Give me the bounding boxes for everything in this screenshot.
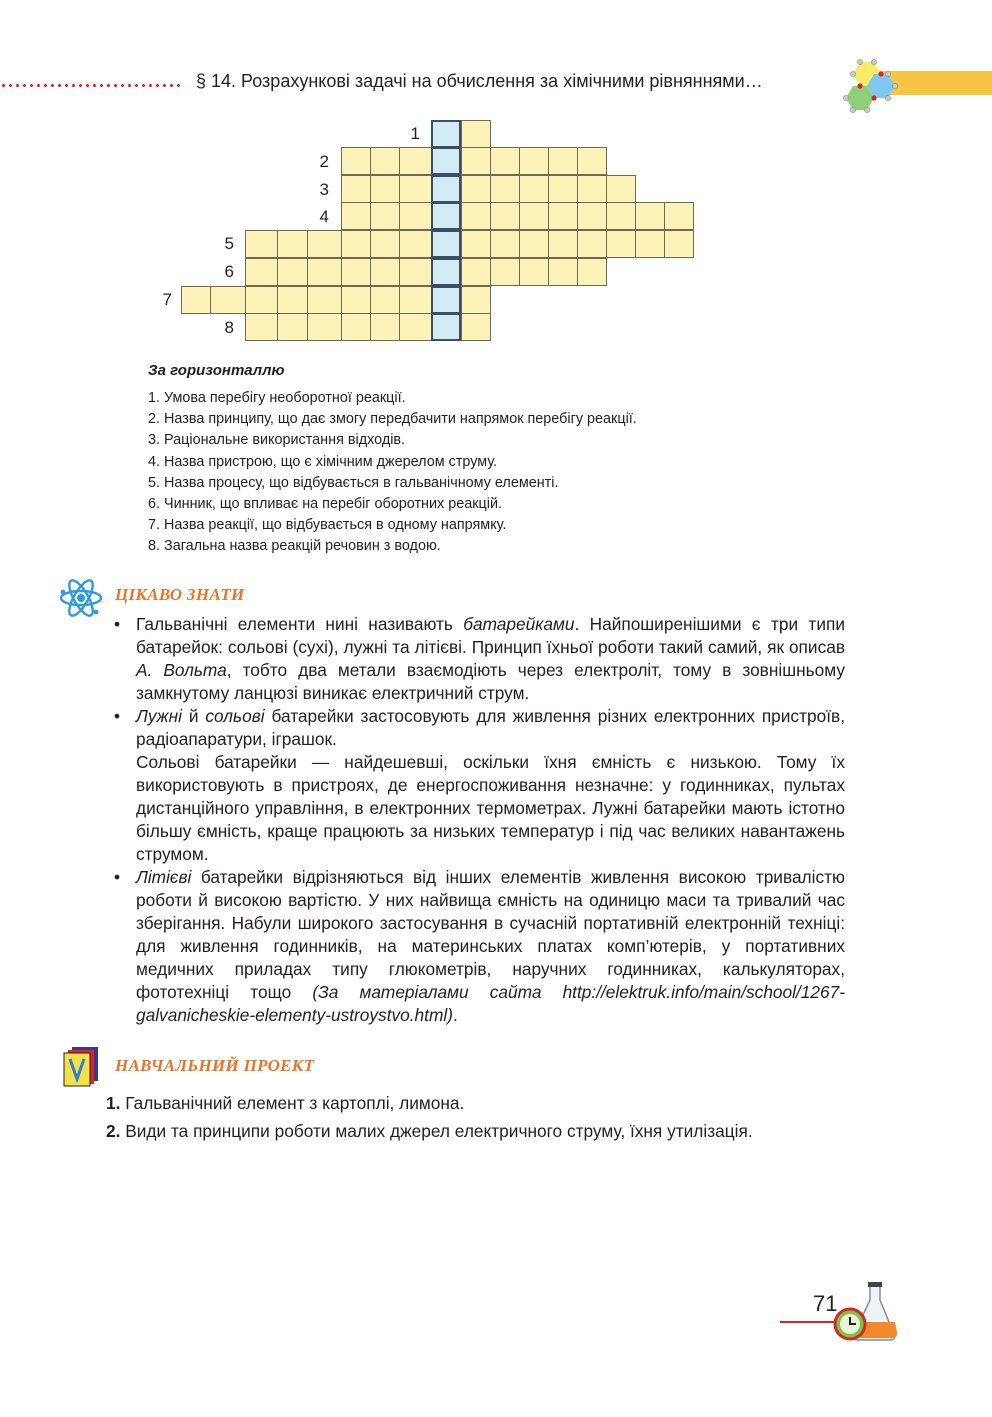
crossword-cell[interactable] [370, 313, 400, 341]
crossword-cell[interactable] [341, 258, 371, 286]
crossword-cell[interactable] [635, 202, 665, 230]
books-icon [62, 1045, 102, 1087]
crossword-cell[interactable] [490, 175, 520, 203]
crossword-cell[interactable] [370, 202, 400, 230]
crossword-cell[interactable] [181, 286, 211, 314]
clue-item: 1. Умова перебігу необоротної реакції. [148, 390, 406, 406]
crossword-key-cell[interactable] [431, 313, 462, 341]
crossword-cell[interactable] [399, 286, 432, 314]
crossword-cell[interactable] [548, 147, 578, 175]
project-text: Види та принципи роботи малих джерел електричного струму, їхня утилізація. [120, 1121, 753, 1141]
crossword-cell[interactable] [245, 286, 278, 314]
crossword-cell[interactable] [519, 202, 549, 230]
fact-paragraph: Сольові батарейки — найдешевші, оскільки їхня ємність є низькою. Тому їх використовують в пристроях, де енергоспоживання незначне: у годинниках, пультах дистанційного управління, в електронних термометрах. Лужні батарейки мають істотно більшу ємність, краще працюють за низьких температур і під час великих навантажень струмом. [136, 752, 845, 864]
fact-emphasis: батарейками [463, 614, 575, 634]
crossword-key-cell[interactable] [431, 202, 462, 230]
crossword-cell[interactable] [461, 147, 491, 175]
fact-emphasis: Літієві [136, 867, 192, 887]
crossword-cell[interactable] [341, 230, 371, 258]
crossword-cell[interactable] [519, 175, 549, 203]
crossword-cell[interactable] [577, 175, 607, 203]
crossword-row-number: 8 [224, 318, 234, 337]
crossword-cell[interactable] [307, 258, 342, 286]
crossword-cell[interactable] [664, 230, 694, 258]
crossword-cell[interactable] [277, 286, 308, 314]
crossword-cell[interactable] [577, 147, 607, 175]
fact-emphasis: сольові [205, 706, 265, 726]
crossword-cell[interactable] [341, 175, 371, 203]
molecule-icon [840, 56, 898, 114]
crossword-cell[interactable] [370, 286, 400, 314]
crossword-cell[interactable] [210, 286, 246, 314]
crossword-key-cell[interactable] [431, 258, 462, 286]
crossword-cell[interactable] [370, 175, 400, 203]
clue-item: 4. Назва пристрою, що є хімічним джерелом струму. [148, 453, 498, 470]
project-item [106, 1117, 753, 1145]
crossword-cell[interactable] [399, 230, 432, 258]
clue-item: 2. Назва принципу, що дає змогу передбачити напрямок перебігу реакції. [148, 411, 637, 428]
crossword-cell[interactable] [399, 313, 432, 341]
interesting-facts-title: ЦІКАВО ЗНАТИ [115, 585, 245, 604]
crossword-cell[interactable] [548, 202, 578, 230]
clues-heading: За горизонталлю [148, 362, 285, 379]
crossword-cell[interactable] [606, 230, 636, 258]
crossword-cell[interactable] [606, 202, 636, 230]
fact-item [112, 705, 845, 866]
fact-item [112, 613, 845, 705]
fact-text: . Найпоширенішими є три типи батарейок: сольові (сухі), лужні та літієві. Принцип їхньої роботи такий самий, як описав [136, 614, 845, 657]
clue-item: 7. Назва реакції, що відбувається в одному напрямку. [148, 517, 507, 534]
crossword-cell[interactable] [399, 202, 432, 230]
fact-text: Гальванічні елементи нині називають [136, 614, 464, 634]
crossword-cell[interactable] [245, 258, 278, 286]
crossword-row-number: 7 [162, 290, 172, 309]
chapter-title: § 14. Розрахункові задачі на обчислення за хімічними рівняннями… [196, 71, 763, 91]
crossword-cell[interactable] [307, 230, 342, 258]
crossword-key-cell[interactable] [431, 147, 462, 175]
crossword-cell[interactable] [664, 202, 694, 230]
fact-text: батарейки застосовують для живлення різних електронних пристроїв, радіоапаратури, іграшок. [136, 706, 845, 749]
crossword-cell[interactable] [277, 230, 308, 258]
crossword-cell[interactable] [399, 258, 432, 286]
crossword-cell[interactable] [277, 313, 308, 341]
crossword-cell[interactable] [277, 258, 308, 286]
clue-item: 3. Раціональне використання відходів. [148, 432, 406, 449]
fact-emphasis: А. Вольта [136, 660, 227, 680]
crossword-key-cell[interactable] [431, 286, 462, 314]
crossword-cell[interactable] [577, 258, 607, 286]
header-dots-decoration [0, 84, 180, 87]
crossword-key-cell[interactable] [431, 175, 462, 203]
crossword-cell[interactable] [490, 202, 520, 230]
crossword-cell[interactable] [370, 230, 400, 258]
crossword-cell[interactable] [461, 120, 491, 148]
facts-list [112, 613, 845, 1027]
fact-emphasis: Лужні [136, 706, 182, 726]
crossword-cell[interactable] [399, 147, 432, 175]
crossword-cell[interactable] [245, 313, 278, 341]
crossword-cell[interactable] [519, 230, 549, 258]
project-number: 2. [106, 1121, 121, 1141]
project-title: НАВЧАЛЬНИЙ ПРОЕКТ [115, 1056, 315, 1075]
crossword-cell[interactable] [461, 313, 491, 341]
crossword-cell[interactable] [341, 202, 371, 230]
crossword-cell[interactable] [370, 147, 400, 175]
crossword-row-number: 5 [224, 234, 234, 253]
crossword-cell[interactable] [307, 313, 342, 341]
project-number: 1. [106, 1093, 121, 1113]
page-number: 71 [813, 1291, 838, 1316]
clue-item: 6. Чинник, що впливає на перебіг оборотних реакцій. [148, 496, 503, 513]
crossword-cell[interactable] [307, 286, 342, 314]
crossword-cell[interactable] [606, 175, 636, 203]
crossword-cell[interactable] [635, 230, 665, 258]
crossword-cell[interactable] [548, 258, 578, 286]
crossword-row-number: 4 [319, 207, 329, 226]
crossword-key-cell[interactable] [431, 120, 462, 148]
project-item [106, 1089, 753, 1117]
crossword-cell[interactable] [577, 202, 607, 230]
fact-text: , тобто два метали взаємодіють через електроліт, тому в зовнішньому замкнутому ланцюзі виникає електричний струм. [136, 660, 845, 703]
crossword-key-cell[interactable] [431, 230, 462, 258]
crossword-cell[interactable] [341, 147, 371, 175]
crossword-cell[interactable] [519, 147, 549, 175]
project-list [106, 1089, 753, 1145]
fact-source: (За матеріалами сайта http://elektruk.info/main/school/1267-galvanicheskie-elementy-ustroystvo.html) [136, 982, 845, 1025]
crossword-row-number: 6 [224, 262, 234, 281]
crossword-cell[interactable] [519, 258, 549, 286]
fact-text: батарейки відрізняються від інших елементів живлення високою тривалістю роботи й високою вартістю. У них найвища ємність на одиницю маси та тривалий час зберігання. Набули широкого застосування в сучасній портативній електронній техніці: для живлення годинників, на материнських платах комп’ютерів, у портативних медичних приладах типу глюкометрів, наручних годинниках, калькуляторах, фототехніці тощо [136, 867, 845, 1002]
crossword-row-number: 3 [319, 180, 329, 199]
crossword-cell[interactable] [548, 175, 578, 203]
clues-list [148, 388, 637, 558]
flask-clock-icon [828, 1280, 898, 1342]
project-text: Гальванічний елемент з картоплі, лимона. [120, 1093, 465, 1113]
fact-item [112, 866, 845, 1027]
crossword-row-number: 1 [410, 124, 420, 143]
crossword-cell[interactable] [490, 147, 520, 175]
crossword-cell[interactable] [490, 230, 520, 258]
crossword-cell[interactable] [245, 230, 278, 258]
crossword-cell[interactable] [370, 258, 400, 286]
crossword-cell[interactable] [461, 258, 491, 286]
clue-item: 5. Назва процесу, що відбувається в гальванічному елементі. [148, 474, 559, 491]
crossword-cell[interactable] [461, 202, 491, 230]
clue-item: 8. Загальна назва реакцій речовин з водою. [148, 538, 441, 555]
crossword-cell[interactable] [461, 230, 491, 258]
fact-text: й [181, 706, 206, 726]
crossword-cell[interactable] [577, 230, 607, 258]
crossword-cell[interactable] [341, 313, 371, 341]
crossword-cell[interactable] [399, 175, 432, 203]
crossword-cell[interactable] [461, 286, 491, 314]
crossword-cell[interactable] [461, 175, 491, 203]
crossword-cell[interactable] [490, 258, 520, 286]
fact-text: . [452, 1005, 458, 1025]
atom-icon [58, 578, 104, 618]
crossword-cell[interactable] [341, 286, 371, 314]
crossword-cell[interactable] [548, 230, 578, 258]
crossword-row-number: 2 [319, 152, 329, 171]
